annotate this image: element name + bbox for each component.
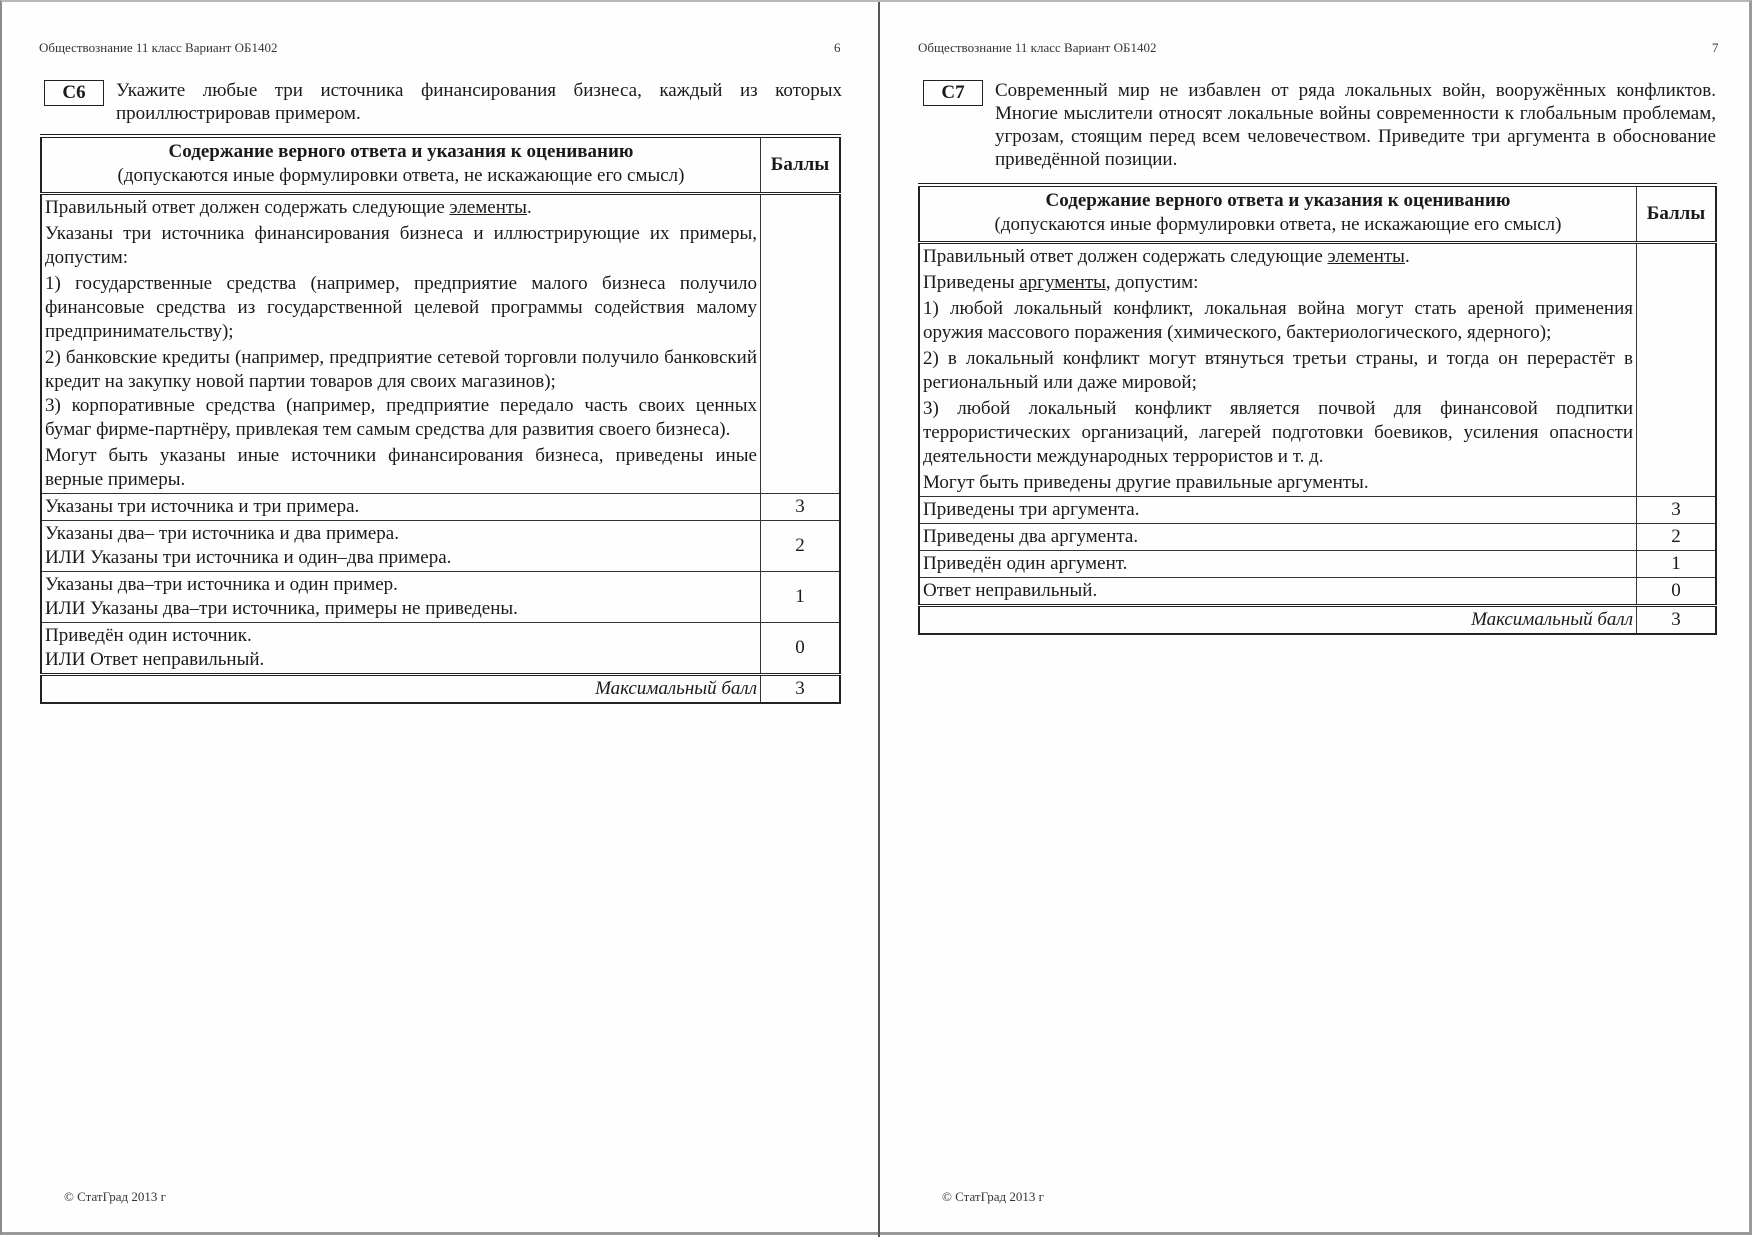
grading-table-c6	[40, 134, 841, 704]
answer-content	[41, 194, 761, 494]
answer-item: 2) банковские кредиты (например, предприятие сетевой торговли получило банковский кредит на закупку новой партии товаров для своих магазинов);	[45, 347, 757, 392]
header-title: Содержание верного ответа и указания к оцениванию	[168, 141, 634, 162]
answer-content	[919, 243, 1637, 497]
criteria-row	[41, 572, 840, 623]
criteria-row	[919, 497, 1716, 524]
task-text: Современный мир не избавлен от ряда локальных войн, вооружённых конфликтов. Многие мыслители относят локальные войны современности к глобальным проблемам, угрозам, стоящим перед всем человечеством. Приведите три аргумента в обоснование приведённой позиции.	[995, 80, 1716, 170]
lead-suffix: , допустим:	[1105, 272, 1199, 293]
header-title: Содержание верного ответа и указания к оцениванию	[1045, 190, 1511, 211]
criteria-line: Указаны три источника и три примера.	[45, 496, 360, 517]
criteria-row	[41, 623, 840, 675]
intro-suffix: .	[526, 197, 532, 218]
task-code-badge: С7	[923, 80, 983, 106]
answer-item: 1) любой локальный конфликт, локальная война могут стать ареной применения оружия массового поражения (химического, бактериологического, ядерного);	[923, 298, 1633, 343]
criteria-row	[919, 578, 1716, 606]
criteria-row	[41, 521, 840, 572]
running-head: Обществознание 11 класс Вариант ОБ1402	[918, 40, 1157, 55]
criteria-text: Ответ неправильный.	[919, 578, 1637, 606]
task-code-badge: С6	[44, 80, 104, 106]
criteria-row	[919, 551, 1716, 578]
task-c7	[923, 79, 1716, 171]
task-c6	[44, 79, 842, 125]
criteria-row	[41, 494, 840, 521]
criteria-text	[41, 572, 761, 623]
criteria-text: Приведены два аргумента.	[919, 524, 1637, 551]
answer-item: 3) любой локальный конфликт является почвой для финансовой подпитки террористических организаций, лагерей подготовки боевиков, усиления опасности деятельности международных террористов и т. д.	[923, 398, 1633, 467]
criteria-line: Указаны два– три источника и два примера.	[45, 523, 399, 544]
criteria-line: ИЛИ Указаны два–три источника, примеры не приведены.	[45, 598, 518, 619]
criteria-text	[41, 521, 761, 572]
points-header: Баллы	[1637, 185, 1717, 243]
copyright: © СтатГрад 2013 г	[64, 1189, 166, 1204]
points-header: Баллы	[761, 136, 841, 194]
answer-closing: Могут быть приведены другие правильные аргументы.	[923, 472, 1369, 493]
criteria-line: ИЛИ Ответ неправильный.	[45, 649, 265, 670]
answer-lead	[923, 271, 1633, 295]
max-score-value: 3	[1637, 606, 1717, 635]
criteria-line: ИЛИ Указаны три источника и один–два примера.	[45, 547, 452, 568]
criteria-text	[41, 494, 761, 521]
intro-underlined: элементы	[1327, 246, 1405, 267]
max-score-label: Максимальный балл	[41, 675, 761, 704]
answer-points-empty	[1637, 243, 1717, 497]
criteria-text: Приведён один аргумент.	[919, 551, 1637, 578]
criteria-points: 3	[1637, 497, 1717, 524]
page-7	[878, 2, 1754, 1237]
criteria-line: Приведён один источник.	[45, 625, 252, 646]
criteria-points: 1	[761, 572, 841, 623]
criteria-points: 1	[1637, 551, 1717, 578]
answer-item: 1) государственные средства (например, предприятие малого бизнеса получило финансовые средства из государственной целевой программы содействия малому предпринимательству);	[45, 273, 757, 342]
criteria-text: Приведены три аргумента.	[919, 497, 1637, 524]
table-header-content	[919, 185, 1637, 243]
max-score-value: 3	[761, 675, 841, 704]
lead-text: Приведены	[923, 272, 1020, 293]
answer-points-empty	[761, 194, 841, 494]
intro-text: Правильный ответ должен содержать следующие	[923, 246, 1328, 267]
max-score-row	[41, 675, 840, 704]
criteria-points: 2	[1637, 524, 1717, 551]
intro-suffix: .	[1404, 246, 1410, 267]
copyright: © СтатГрад 2013 г	[942, 1189, 1044, 1204]
page-number: 6	[834, 40, 841, 55]
task-text: Укажите любые три источника финансирования бизнеса, каждый из которых проиллюстрировав примером.	[116, 80, 842, 124]
page-number: 7	[1712, 40, 1719, 55]
intro-underlined: элементы	[449, 197, 527, 218]
answer-intro	[923, 245, 1633, 269]
max-score-label: Максимальный балл	[919, 606, 1637, 635]
answer-lead: Указаны три источника финансирования бизнеса и иллюстрирующие их примеры, допустим:	[45, 223, 757, 268]
criteria-points: 2	[761, 521, 841, 572]
criteria-text	[41, 623, 761, 675]
lead-underlined: аргументы	[1019, 272, 1106, 293]
answer-closing: Могут быть указаны иные источники финансирования бизнеса, приведены иные верные примеры.	[45, 445, 757, 490]
running-head: Обществознание 11 класс Вариант ОБ1402	[39, 40, 278, 55]
criteria-line: Указаны два–три источника и один пример.	[45, 574, 398, 595]
page-6	[2, 2, 878, 1237]
header-note: (допускаются иные формулировки ответа, не искажающие его смысл)	[117, 165, 685, 186]
header-note: (допускаются иные формулировки ответа, не искажающие его смысл)	[994, 214, 1562, 235]
criteria-points: 3	[761, 494, 841, 521]
criteria-points: 0	[1637, 578, 1717, 606]
answer-intro	[45, 196, 757, 220]
table-header-content	[41, 136, 761, 194]
answer-row	[41, 194, 840, 494]
answer-row	[919, 243, 1716, 497]
intro-text: Правильный ответ должен содержать следующие	[45, 197, 450, 218]
criteria-row	[919, 524, 1716, 551]
answer-item: 2) в локальный конфликт могут втянуться третьи страны, и тогда он перерастёт в региональный или даже мировой;	[923, 348, 1633, 393]
max-score-row	[919, 606, 1716, 635]
answer-item: 3) корпоративные средства (например, предприятие передало часть своих ценных бумаг фирме-партнёру, привлекая тем самым средства для развития своего бизнеса).	[45, 395, 757, 440]
criteria-points: 0	[761, 623, 841, 675]
grading-table-c7	[918, 183, 1717, 635]
